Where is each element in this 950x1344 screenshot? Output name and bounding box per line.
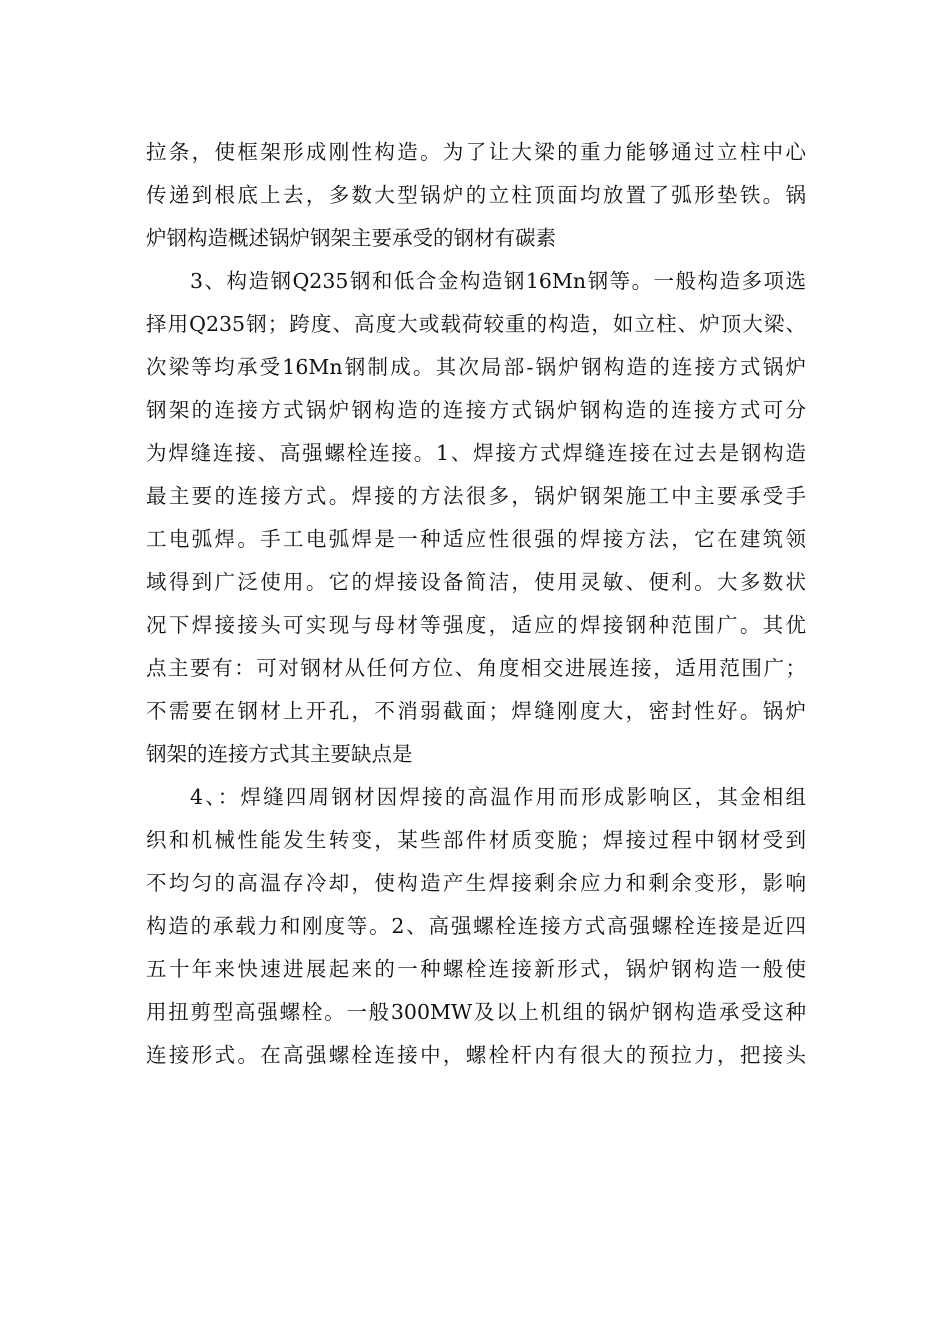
text-line: 点主要有：可对钢材从任何方位、角度相交进展连接，适用范围广； <box>146 656 806 680</box>
text-line: 次梁等均承受16Mn钢制成。其次局部-锅炉钢构造的连接方式锅炉 <box>146 355 806 379</box>
text-line: 域得到广泛使用。它的焊接设备简洁，使用灵敏、便利。大多数状 <box>146 570 806 594</box>
text-line: 择用Q235钢；跨度、高度大或载荷较重的构造，如立柱、炉顶大梁、 <box>146 312 806 336</box>
text-line: 织和机械性能发生转变，某些部件材质变脆；焊接过程中钢材受到 <box>146 828 806 852</box>
text-line: 4、：焊缝四周钢材因焊接的高温作用而形成影响区，其金相组 <box>190 785 806 809</box>
text-line: 连接形式。在高强螺栓连接中，螺栓杆内有很大的预拉力，把接头 <box>146 1043 806 1067</box>
text-line: 五十年来快速进展起来的一种螺栓连接新形式，锅炉钢构造一般使 <box>146 957 806 981</box>
text-line: 传递到根底上去，多数大型锅炉的立柱顶面均放置了弧形垫铁。锅 <box>146 183 806 207</box>
text-line: 不均匀的高温存冷却，使构造产生焊接剩余应力和剩余变形，影响 <box>146 871 806 895</box>
text-line: 况下焊接接头可实现与母材等强度，适应的焊接钢种范围广。其优 <box>146 613 806 637</box>
document-body <box>146 131 806 1077</box>
text-line: 构造的承载力和刚度等。2、高强螺栓连接方式高强螺栓连接是近四 <box>146 914 806 938</box>
text-line: 拉条，使框架形成刚性构造。为了让大梁的重力能够通过立柱中心 <box>146 140 806 164</box>
text-line: 工电弧焊。手工电弧焊是一种适应性很强的焊接方法，它在建筑领 <box>146 527 806 551</box>
text-line: 3、构造钢Q235钢和低合金构造钢16Mn钢等。一般构造多项选 <box>190 269 806 293</box>
text-line: 为焊缝连接、高强螺栓连接。1、焊接方式焊缝连接在过去是钢构造 <box>146 441 806 465</box>
text-line: 炉钢构造概述锅炉钢架主要承受的钢材有碳素 <box>146 226 556 250</box>
text-line: 最主要的连接方式。焊接的方法很多，锅炉钢架施工中主要承受手 <box>146 484 806 508</box>
text-line: 用扭剪型高强螺栓。一般300MW及以上机组的锅炉钢构造承受这种 <box>146 1000 806 1024</box>
text-line: 钢架的连接方式其主要缺点是 <box>146 742 413 766</box>
text-line: 钢架的连接方式锅炉钢构造的连接方式锅炉钢构造的连接方式可分 <box>146 398 806 422</box>
text-line: 不需要在钢材上开孔，不消弱截面；焊缝刚度大，密封性好。锅炉 <box>146 699 806 723</box>
